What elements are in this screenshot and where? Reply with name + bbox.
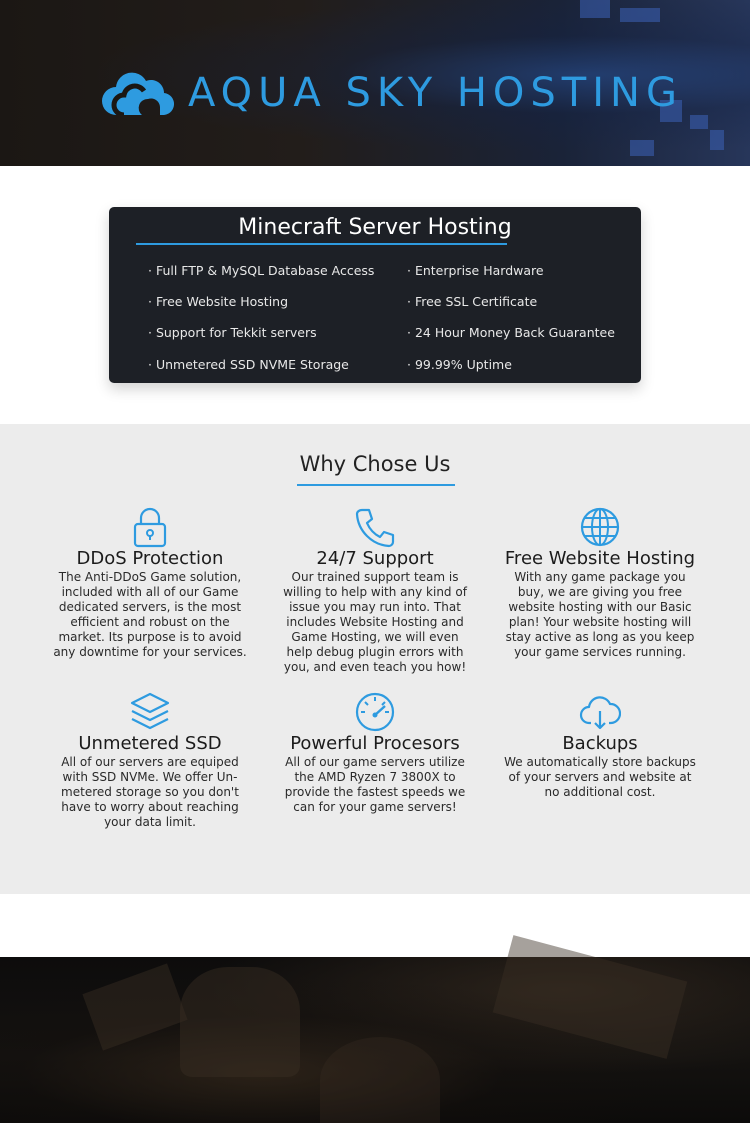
feature-ssd bbox=[50, 691, 250, 830]
feature-title: Powerful Procesors bbox=[290, 733, 460, 754]
layers-icon bbox=[129, 691, 171, 733]
feature-website-hosting bbox=[500, 506, 700, 660]
lock-icon bbox=[130, 506, 170, 548]
why-title: Why Chose Us bbox=[299, 452, 451, 476]
header-banner bbox=[0, 0, 750, 166]
feature-right-3: · 24 Hour Money Back Guarantee bbox=[407, 325, 615, 340]
feature-left-4: · Unmetered SSD NVME Storage bbox=[148, 357, 349, 372]
logo[interactable] bbox=[102, 68, 683, 118]
feature-title: Unmetered SSD bbox=[78, 733, 222, 754]
feature-right-1: · Enterprise Hardware bbox=[407, 263, 544, 278]
feature-right-2: · Free SSL Certificate bbox=[407, 294, 538, 309]
why-title-underline bbox=[297, 484, 455, 486]
card-title: Minecraft Server Hosting bbox=[238, 215, 512, 240]
brand-name: AQUA SKY HOSTING bbox=[188, 70, 683, 116]
feature-backups bbox=[500, 691, 700, 800]
feature-support bbox=[275, 506, 475, 675]
feature-description: All of our servers are equiped with SSD NVMe. We offer Un- metered storage so you don't have to worry about reaching your data limit. bbox=[61, 755, 239, 829]
feature-description: All of our game servers utilize the AMD Ryzen 7 3800X to provide the fastest speeds we can for your game servers! bbox=[284, 755, 466, 814]
feature-ddos bbox=[50, 506, 250, 660]
phone-icon bbox=[354, 506, 396, 548]
feature-title: Free Website Hosting bbox=[504, 548, 696, 569]
feature-description: Our trained support team is willing to help with any kind of issue you may run into. That includes Website Hosting and Game Hosting, we will even help debug plugin errors with you, and even teach you how! bbox=[283, 570, 467, 674]
card-title-underline bbox=[136, 243, 507, 245]
cloud-download-icon bbox=[579, 691, 621, 733]
feature-title: DDoS Protection bbox=[76, 548, 224, 569]
feature-right-4: · 99.99% Uptime bbox=[407, 357, 512, 372]
speedometer-icon bbox=[354, 691, 396, 733]
footer-background-image bbox=[0, 957, 750, 1123]
feature-description: We automatically store backups of your servers and website at no additional cost. bbox=[504, 755, 696, 799]
globe-icon bbox=[579, 506, 621, 548]
feature-title: Backups bbox=[562, 733, 638, 754]
feature-processors bbox=[275, 691, 475, 815]
feature-description: With any game package you buy, we are giving you free website hosting with our Basic plan! Your website hosting will stay active as long as you keep your game services running. bbox=[505, 570, 695, 659]
feature-left-1: · Full FTP & MySQL Database Access bbox=[148, 263, 375, 278]
cloud-icon bbox=[102, 71, 174, 115]
feature-title: 24/7 Support bbox=[316, 548, 434, 569]
feature-left-3: · Support for Tekkit servers bbox=[148, 325, 317, 340]
feature-left-2: · Free Website Hosting bbox=[148, 294, 289, 309]
feature-description: The Anti-DDoS Game solution, included with all of our Game dedicated servers, is the most efficient and robust on the market. Its purpose is to avoid any downtime for your services. bbox=[53, 570, 247, 659]
